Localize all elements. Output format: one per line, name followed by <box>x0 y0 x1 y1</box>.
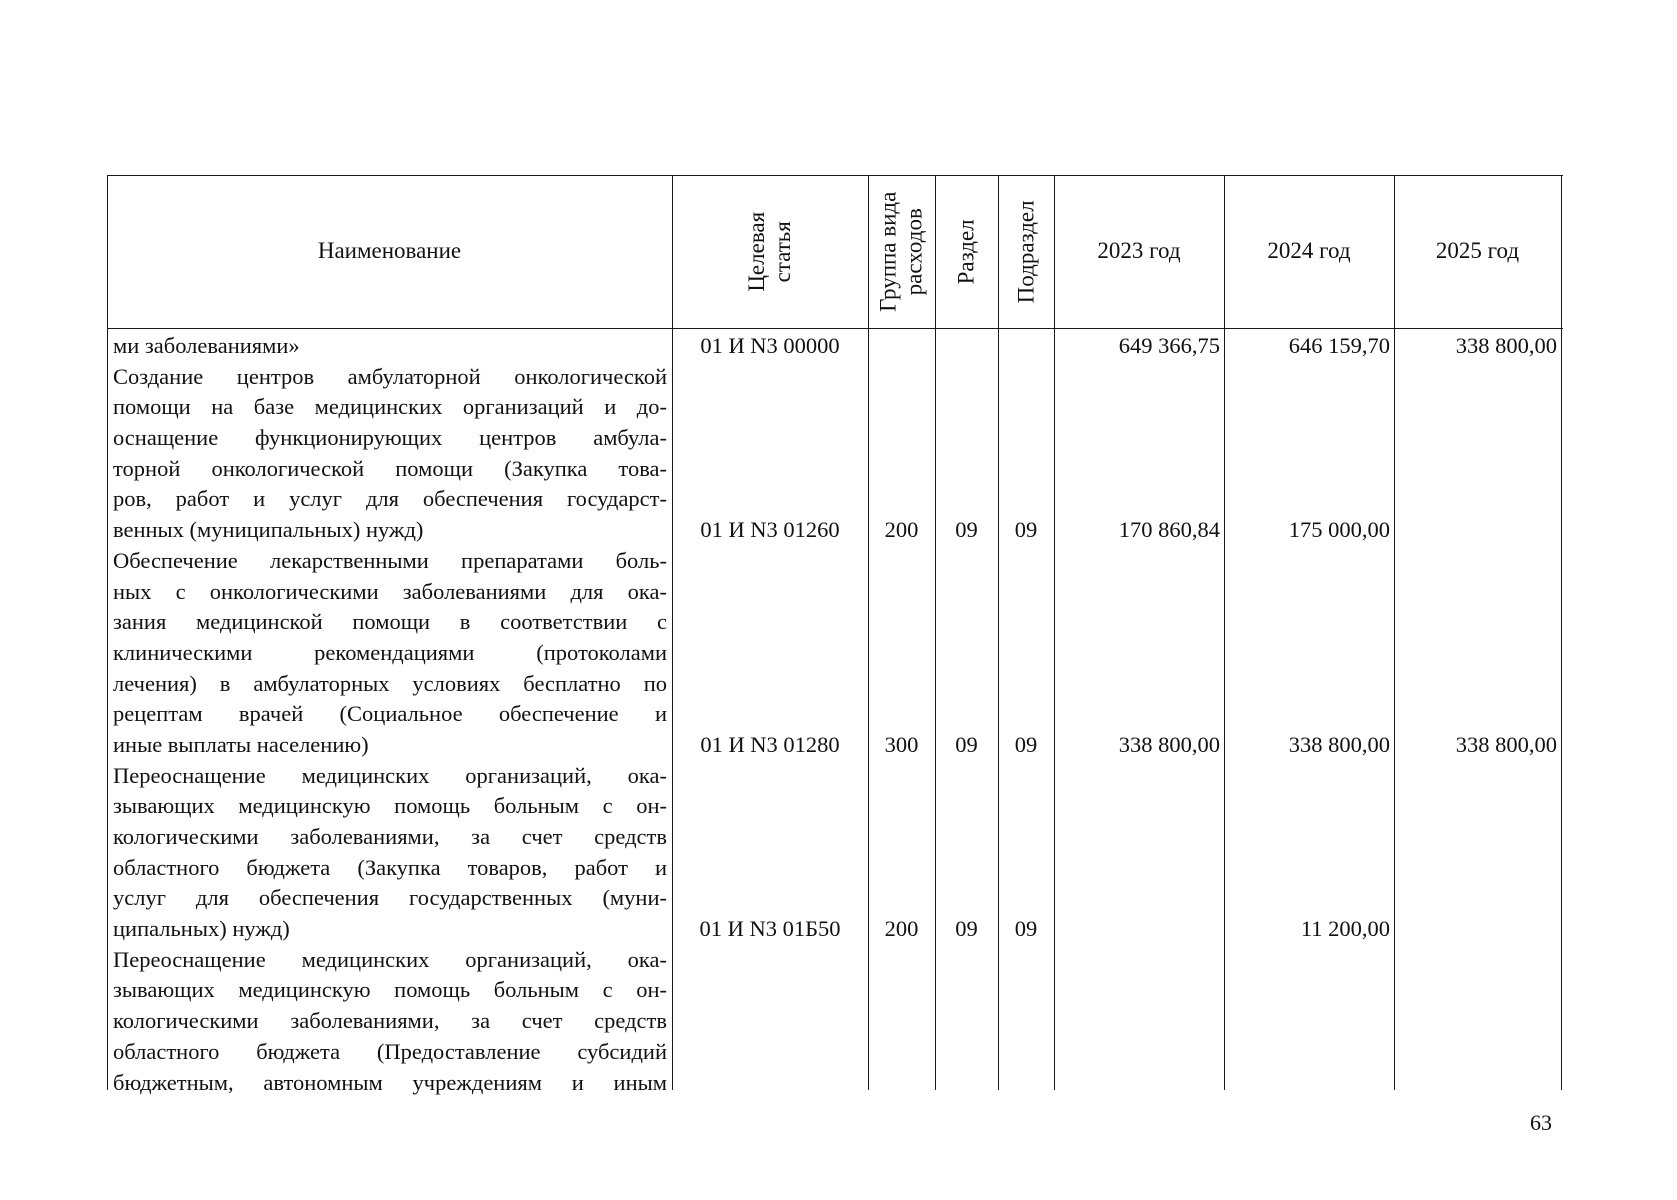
description-line: ципальных) нужд) <box>113 916 290 942</box>
header-2024-label: 2024 год <box>1267 238 1351 264</box>
row-code: 01 И N3 00000 <box>700 333 840 358</box>
header-2023-label: 2023 год <box>1097 238 1181 264</box>
header-section-label: Раздел <box>953 218 979 285</box>
description-line: кологическими заболеваниями, за счет средств <box>113 1008 667 1034</box>
row-2023: 170 860,84 <box>1118 517 1220 542</box>
header-target-article-label: Целевая статья <box>744 211 795 292</box>
row-code: 01 И N3 01260 <box>700 517 840 542</box>
row-subsection: 09 <box>1014 732 1038 757</box>
row-section: 09 <box>955 517 978 542</box>
table-border-right <box>1561 175 1562 1090</box>
page-number: 63 <box>1530 1110 1552 1135</box>
header-2024 <box>1224 175 1394 328</box>
description-line: областного бюджета (Предоставление субсидий <box>113 1038 667 1064</box>
description-line: оснащение функционирующих центров амбула- <box>113 425 667 451</box>
description-line: ми заболеваниями» <box>113 333 300 358</box>
header-rule <box>107 328 1563 329</box>
row-group: 200 <box>884 916 919 941</box>
header-subsection-label: Подраздел <box>1013 200 1039 303</box>
description-line: Переоснащение медицинских организаций, ока- <box>113 946 667 972</box>
description-line: рецептам врачей (Социальное обеспечение и <box>113 701 667 727</box>
header-expense-group <box>868 175 935 328</box>
description-line: иные выплаты населению) <box>113 731 369 757</box>
description-line: зания медицинской помощи в соответствии с <box>113 609 667 635</box>
header-2023 <box>1054 175 1224 328</box>
header-target-article <box>672 175 868 328</box>
header-name-label: Наименование <box>317 238 462 264</box>
description-line: услуг для обеспечения государственных (муни- <box>113 885 667 911</box>
description-line: областного бюджета (Закупка товаров, работ и <box>113 854 667 880</box>
description-line: кологическими заболеваниями, за счет средств <box>113 824 667 849</box>
row-2024: 175 000,00 <box>1288 517 1390 542</box>
row-2024: 11 200,00 <box>1300 916 1390 941</box>
header-expense-group-label: Группа вида расходов <box>875 191 927 312</box>
description-line: ных с онкологическими заболеваниями для ока- <box>113 578 667 604</box>
row-2023: 338 800,00 <box>1118 732 1220 757</box>
header-2025-label: 2025 год <box>1435 238 1520 264</box>
description-line: торной онкологической помощи (Закупка това- <box>113 455 667 481</box>
description-line: бюджетным, автономным учреждениям и иным <box>113 1069 667 1095</box>
table-grid <box>107 175 1563 1095</box>
row-subsection: 09 <box>1014 517 1038 542</box>
row-group: 300 <box>884 732 919 757</box>
description-line: Обеспечение лекарственными препаратами боль- <box>113 547 667 573</box>
row-subsection: 09 <box>1014 916 1038 941</box>
row-2024: 338 800,00 <box>1288 732 1390 757</box>
description-line: зывающих медицинскую помощь больным с он- <box>113 793 667 819</box>
row-2023: 649 366,75 <box>1118 333 1220 358</box>
description-line: клиническими рекомендациями (протоколами <box>113 639 667 665</box>
header-name <box>107 175 672 328</box>
description-line: ров, работ и услуг для обеспечения государст- <box>113 486 667 512</box>
description-line: венных (муниципальных) нужд) <box>113 517 424 543</box>
description-line: зывающих медицинскую помощь больным с он- <box>113 977 667 1003</box>
description-text <box>113 331 667 1098</box>
description-line: помощи на базе медицинских организаций и до- <box>113 394 667 420</box>
description-line: лечения) в амбулаторных условиях бесплатно по <box>113 670 667 696</box>
budget-table <box>107 175 1563 1095</box>
header-2025 <box>1394 175 1561 328</box>
header-section <box>935 175 998 328</box>
row-2025: 338 800,00 <box>1455 732 1557 757</box>
description-line: Создание центров амбулаторной онкологической <box>113 363 667 389</box>
row-section: 09 <box>955 916 978 941</box>
row-section: 09 <box>955 732 978 757</box>
row-2024: 646 159,70 <box>1288 333 1390 358</box>
description-line: Переоснащение медицинских организаций, ока- <box>113 762 667 788</box>
header-subsection <box>998 175 1054 328</box>
row-2025: 338 800,00 <box>1455 333 1557 358</box>
row-code: 01 И N3 01Б50 <box>699 916 841 941</box>
row-group: 200 <box>884 517 919 542</box>
row-code: 01 И N3 01280 <box>700 732 840 757</box>
